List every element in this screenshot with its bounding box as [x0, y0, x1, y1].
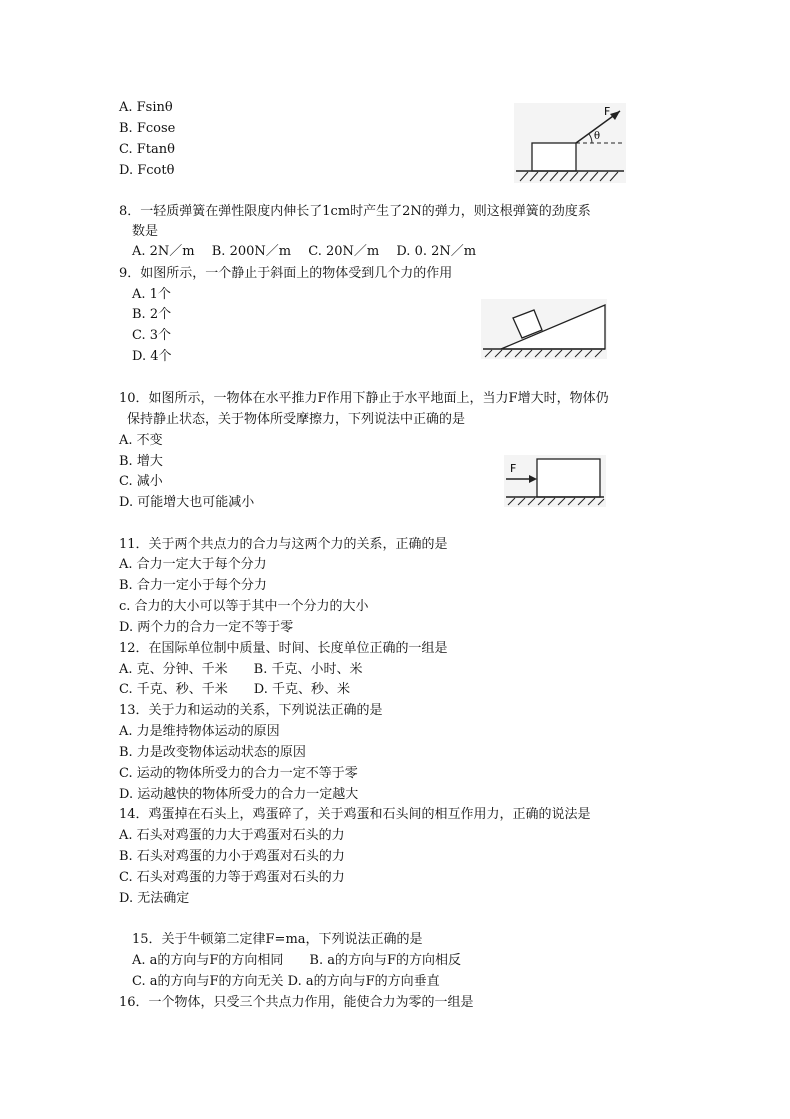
- q10-block: [537, 459, 600, 497]
- q14-option-b: B. 石头对鸡蛋的力小于鸡蛋对石头的力: [119, 849, 345, 864]
- q7-option-b: B. Fcose: [119, 121, 176, 136]
- q13-option-c: C. 运动的物体所受力的合力一定不等于零: [119, 766, 358, 781]
- q14-option-a: A. 石头对鸡蛋的力大于鸡蛋对石头的力: [119, 828, 345, 843]
- q15-options-row2: C. a的方向与F的方向无关 D. a的方向与F的方向垂直: [132, 974, 440, 989]
- q9-option-a: A. 1个: [132, 287, 171, 302]
- q10-push-diagram: [504, 455, 606, 507]
- q8-stem: 8．一轻质弹簧在弹性限度内伸长了1cm时产生了2N的弹力，则这根弹簧的劲度系: [119, 204, 591, 219]
- q14-option-d: D. 无法确定: [119, 891, 190, 906]
- q13-option-a: A. 力是维持物体运动的原因: [119, 724, 280, 739]
- q8-options: A. 2N／m B. 200N／m C. 20N／m D. 0. 2N／m: [132, 244, 477, 259]
- q10-stem: 10．如图所示，一物体在水平推力F作用下静止于水平地面上，当力F增大时，物体仍: [119, 391, 609, 406]
- q12-options-row1: A. 克、分钟、千米 B. 千克、小时、米: [119, 662, 363, 677]
- q16-stem: 16．一个物体，只受三个共点力作用，能使合力为零的一组是: [119, 995, 474, 1010]
- q10-option-a: A. 不变: [119, 433, 163, 448]
- q11-option-d: D. 两个力的合力一定不等于零: [119, 620, 294, 635]
- q9-option-d: D. 4个: [132, 349, 172, 364]
- q11-option-c: c. 合力的大小可以等于其中一个分力的大小: [119, 599, 369, 614]
- q10-option-c: C. 减小: [119, 474, 163, 489]
- q11-stem: 11．关于两个共点力的合力与这两个力的关系，正确的是: [119, 537, 448, 552]
- q7-force-label: F: [604, 105, 611, 118]
- q7-option-a: A. Fsinθ: [119, 100, 173, 115]
- q12-options-row2: C. 千克、秒、千米 D. 千克、秒、米: [119, 682, 350, 697]
- q7-block: [532, 143, 576, 171]
- q9-stem: 9．如图所示，一个静止于斜面上的物体受到几个力的作用: [119, 266, 453, 281]
- q11-option-b: B. 合力一定小于每个分力: [119, 578, 267, 593]
- q7-force-diagram: [514, 103, 626, 183]
- q12-stem: 12．在国际单位制中质量、时间、长度单位正确的一组是: [119, 641, 448, 656]
- q15-options-row1: A. a的方向与F的方向相同 B. a的方向与F的方向相反: [132, 953, 462, 968]
- q9-option-b: B. 2个: [132, 307, 172, 322]
- q13-option-d: D. 运动越快的物体所受力的合力一定越大: [119, 787, 359, 802]
- q11-option-a: A. 合力一定大于每个分力: [119, 557, 267, 572]
- q15-stem: 15．关于牛顿第二定律F=ma，下列说法正确的是: [132, 932, 423, 947]
- q8-stem-continued: 数是: [132, 224, 159, 239]
- q9-option-c: C. 3个: [132, 328, 172, 343]
- q14-stem: 14．鸡蛋掉在石头上，鸡蛋碎了，关于鸡蛋和石头间的相互作用力，正确的说法是: [119, 807, 591, 822]
- q10-stem-continued: 保持静止状态，关于物体所受摩擦力，下列说法中正确的是: [127, 412, 466, 427]
- q7-option-c: C. Ftanθ: [119, 142, 175, 157]
- q7-option-d: D. Fcotθ: [119, 163, 175, 178]
- q10-force-label: F: [510, 462, 517, 475]
- q10-option-b: B. 增大: [119, 454, 163, 469]
- q9-incline-diagram: [481, 299, 607, 359]
- q13-option-b: B. 力是改变物体运动状态的原因: [119, 745, 306, 760]
- q10-option-d: D. 可能增大也可能减小: [119, 495, 255, 510]
- q14-option-c: C. 石头对鸡蛋的力等于鸡蛋对石头的力: [119, 870, 345, 885]
- q13-stem: 13．关于力和运动的关系，下列说法正确的是: [119, 703, 383, 718]
- q7-angle-label: θ: [594, 131, 601, 142]
